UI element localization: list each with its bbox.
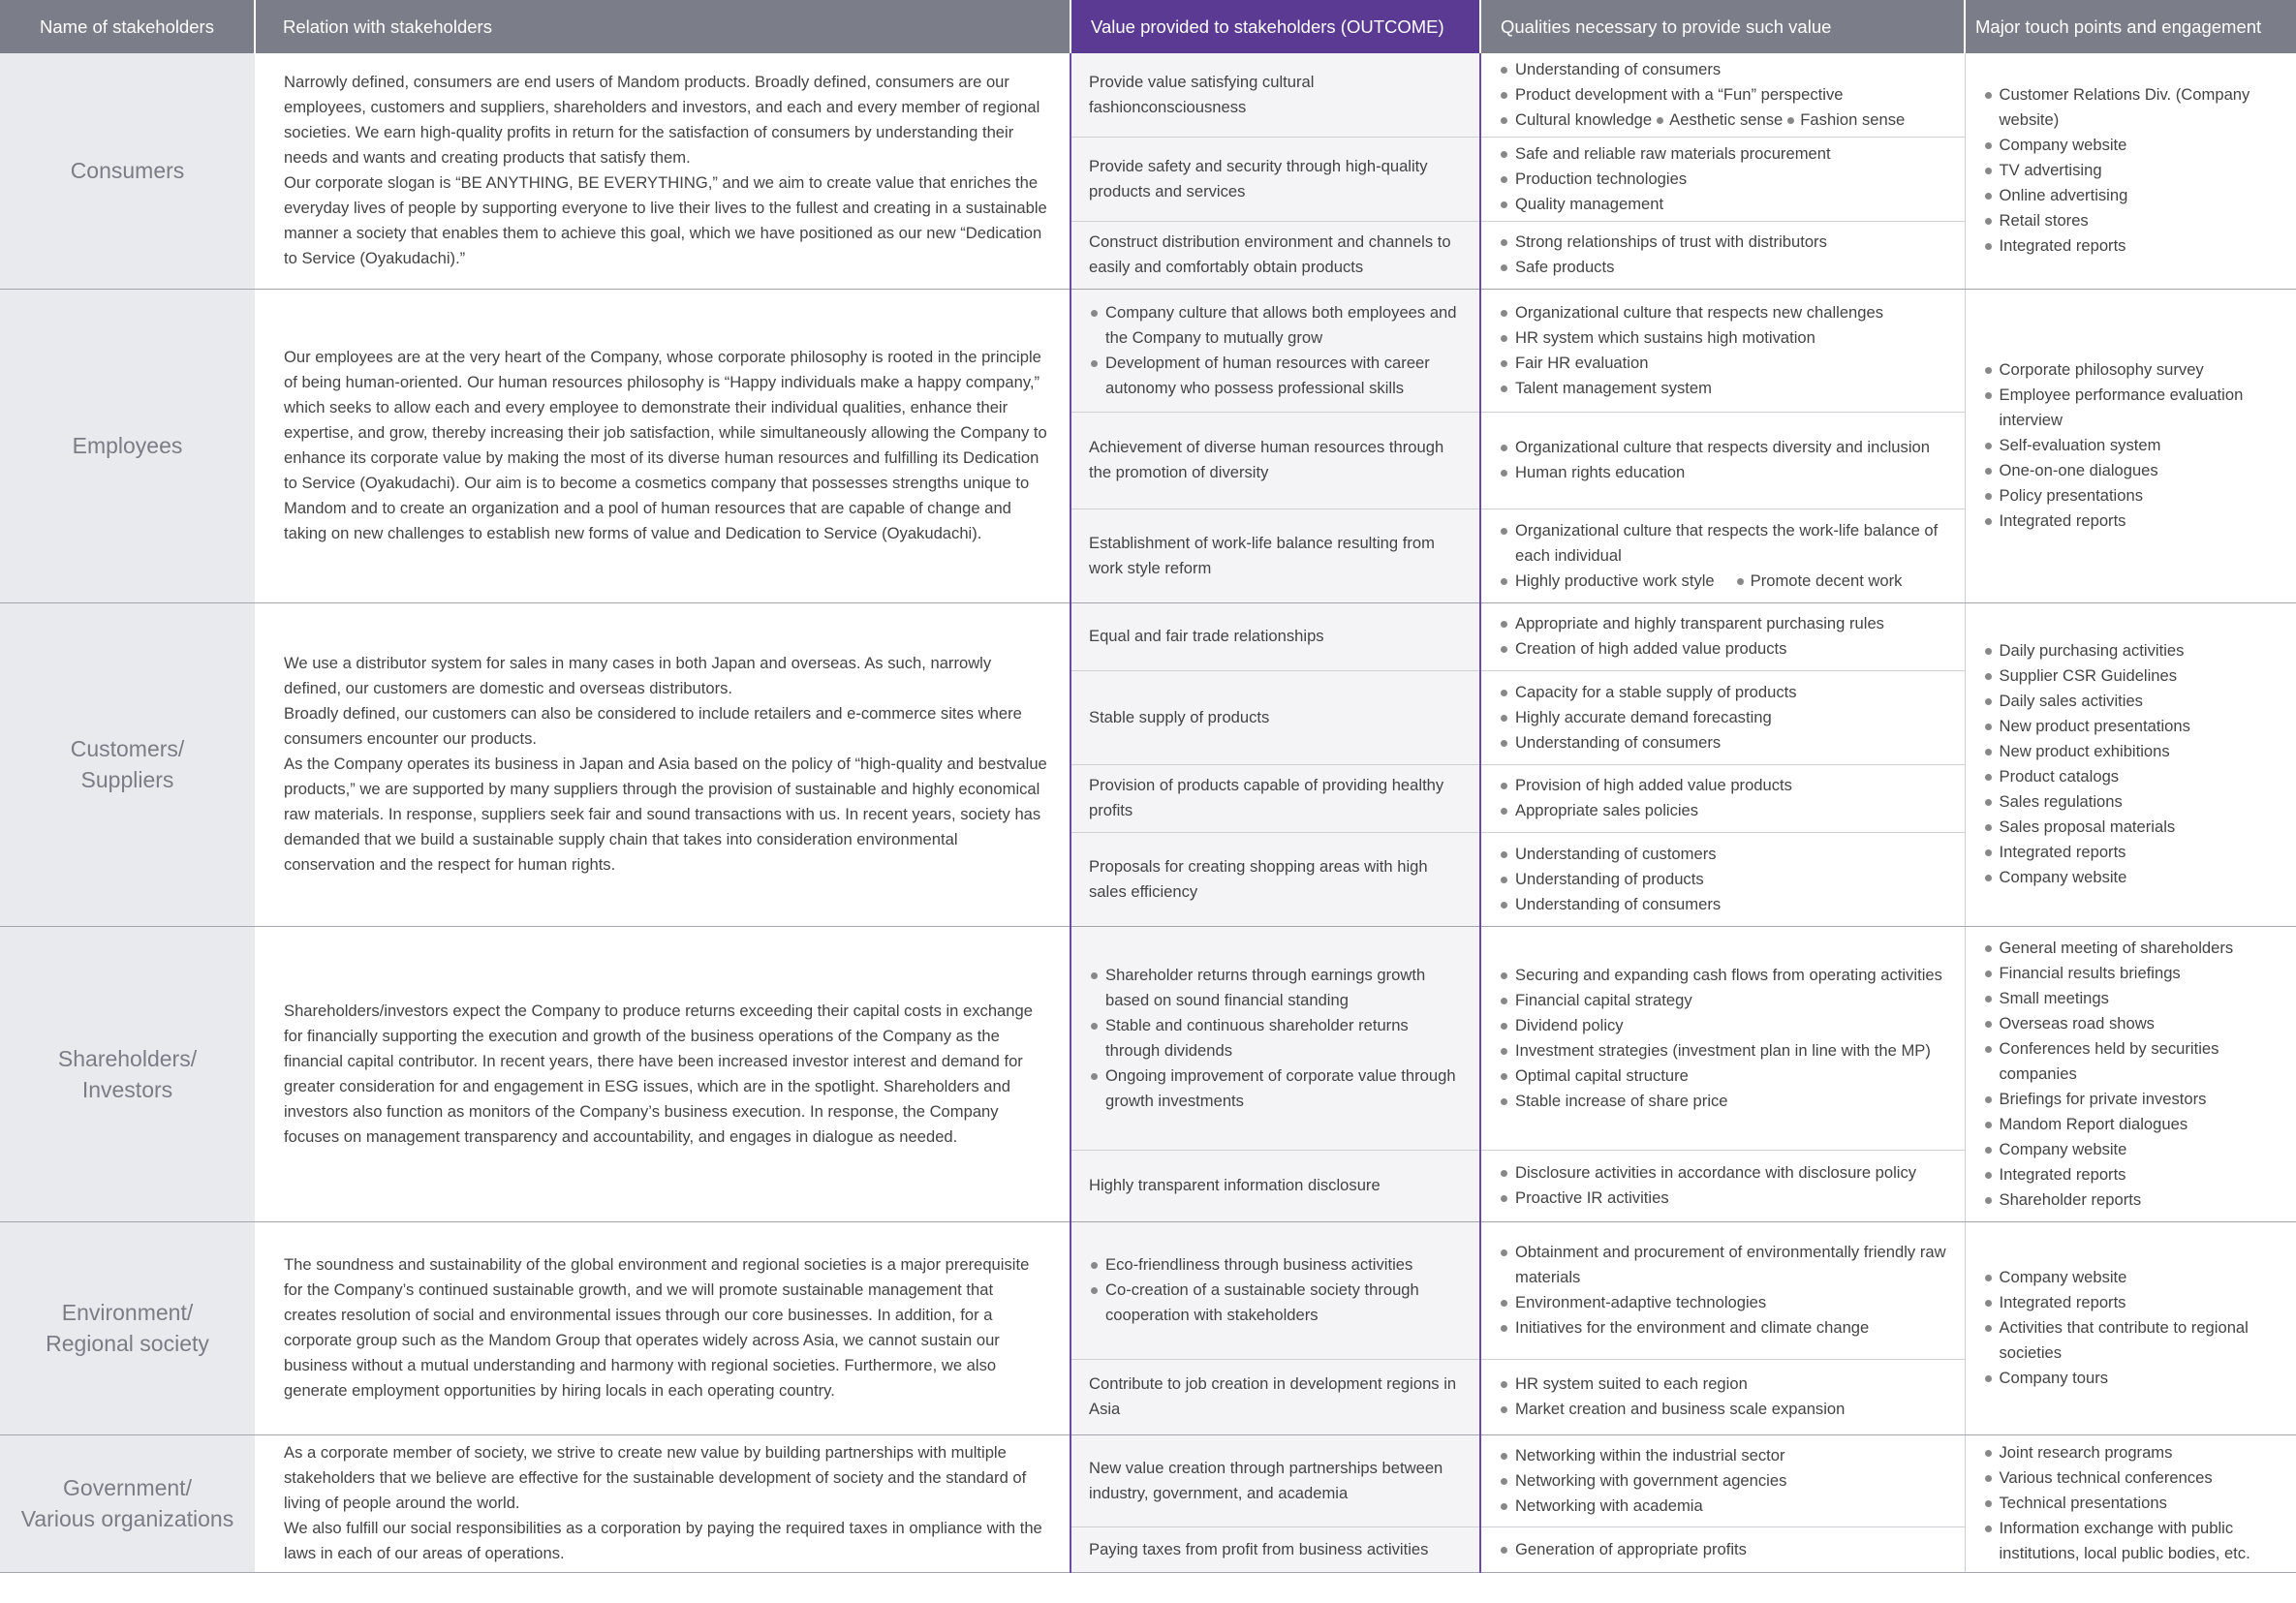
customers-row — [0, 602, 2296, 670]
list-item: New product presentations — [1983, 714, 2291, 739]
environment-qualities-2 — [1480, 1359, 1965, 1434]
shareholders-outcome-2: Highly transparent information disclosure — [1070, 1150, 1480, 1221]
list-item: Policy presentations — [1983, 483, 2291, 509]
list-item: Financial results briefings — [1983, 961, 2291, 986]
list-item: Safe and reliable raw materials procurement — [1499, 141, 1957, 167]
list-item: Stable and continuous shareholder returns through dividends — [1089, 1013, 1466, 1064]
consumers-touch-points — [1965, 53, 2296, 289]
list-item: Financial capital strategy — [1499, 988, 1957, 1013]
list-item: General meeting of shareholders — [1983, 936, 2291, 961]
list-item: Company tours — [1983, 1366, 2291, 1391]
shareholders-name-line-2: Investors — [81, 1076, 173, 1102]
list-item: Generation of appropriate profits — [1499, 1537, 1957, 1562]
list-item: Mandom Report dialogues — [1983, 1112, 2291, 1137]
list-item: Investment strategies (investment plan in line with the MP) — [1499, 1038, 1957, 1064]
list-item-inline: Promote decent work — [1736, 569, 1903, 594]
list-item: One-on-one dialogues — [1983, 458, 2291, 483]
list-item: Understanding of consumers — [1499, 57, 1957, 82]
customers-qualities-2 — [1480, 670, 1965, 764]
list-item: Product development with a “Fun” perspective — [1499, 82, 1957, 108]
environment-name — [0, 1221, 255, 1434]
list-item: Creation of high added value products — [1499, 636, 1957, 662]
consumers-qualities-1 — [1480, 53, 1965, 137]
list-item-text: Highly productive work style — [1515, 570, 1715, 590]
list-item-inline: Fashion sense — [1786, 108, 1905, 133]
government-relation-text: As a corporate member of society, we strive to create new value by building partnerships with multiple stakeholders that we believe are effective for the sustainable development of society and the standard of living of people around the world. We also fulfill our social responsibilities as a corporation by paying the required taxes in ompliance with the laws in each of our areas of operations. — [284, 1443, 1042, 1562]
list-item-text: Cultural knowledge — [1515, 109, 1653, 129]
shareholders-outcome-1 — [1070, 926, 1480, 1150]
list-item: Securing and expanding cash flows from operating activities — [1499, 963, 1957, 988]
list-item: HR system which sustains high motivation — [1499, 325, 1957, 351]
shareholders-qualities-1 — [1480, 926, 1965, 1150]
list-item: Initiatives for the environment and climate change — [1499, 1315, 1957, 1341]
list-item: Disclosure activities in accordance with disclosure policy — [1499, 1160, 1957, 1186]
list-item: Appropriate sales policies — [1499, 798, 1957, 823]
list-item: Human rights education — [1499, 460, 1957, 485]
consumers-relation-text: Narrowly defined, consumers are end users of Mandom products. Broadly defined, consumers are our employees, customers and suppliers, shareholders and investors, and each and every member of regional societies. We earn high-quality profits in return for the satisfaction of consumers by understanding their needs and wants and creating products that satisfy them. Our corporate slogan is “BE ANYTHING, BE EVERYTHING,” and we aim to create value that enriches the everyday lives of people by supporting everyone to live their lives to the fullest and creating in a sustainable manner a society that enables them to achieve this goal, which we have positioned as our new “Dedication to Service (Oyakudachi).” — [284, 73, 1047, 268]
list-item: Organizational culture that respects the work-life balance of each individual — [1499, 518, 1957, 569]
government-name-line-2: Various organizations — [20, 1506, 234, 1531]
consumers-outcome-3: Construct distribution environment and channels to easily and comfortably obtain products — [1070, 221, 1480, 289]
list-item: Highly accurate demand forecasting — [1499, 705, 1957, 730]
government-qualities-1 — [1480, 1434, 1965, 1526]
list-item: Online advertising — [1983, 183, 2291, 208]
employees-relation — [255, 289, 1070, 602]
header-outcome: Value provided to stakeholders (OUTCOME) — [1070, 0, 1480, 53]
environment-relation — [255, 1221, 1070, 1434]
list-item: Joint research programs — [1983, 1440, 2291, 1465]
list-item: Integrated reports — [1983, 1162, 2291, 1187]
header-name: Name of stakeholders — [0, 0, 255, 53]
list-item: Small meetings — [1983, 986, 2291, 1011]
customers-name-line-2: Suppliers — [80, 767, 174, 792]
list-item: Quality management — [1499, 192, 1957, 217]
list-item: Sales regulations — [1983, 789, 2291, 815]
list-item: Retail stores — [1983, 208, 2291, 233]
list-item: Fair HR evaluation — [1499, 351, 1957, 376]
government-name-line-1: Government/ — [63, 1475, 192, 1500]
shareholders-name-line-1: Shareholders/ — [57, 1045, 198, 1071]
list-item: Corporate philosophy survey — [1983, 357, 2291, 383]
list-item: Organizational culture that respects diversity and inclusion — [1499, 435, 1957, 460]
header-row — [0, 0, 2296, 53]
shareholders-relation — [255, 926, 1070, 1221]
customers-qualities-3 — [1480, 764, 1965, 832]
list-item-inline: Aesthetic sense — [1656, 108, 1783, 133]
list-item — [1499, 108, 1957, 133]
customers-outcome-3: Provision of products capable of providing healthy profits — [1070, 764, 1480, 832]
header-relation: Relation with stakeholders — [255, 0, 1070, 53]
consumers-name — [0, 53, 255, 289]
list-item: Company website — [1983, 1137, 2291, 1162]
list-item: HR system suited to each region — [1499, 1372, 1957, 1397]
list-item: Provision of high added value products — [1499, 773, 1957, 798]
list-item: Shareholder reports — [1983, 1187, 2291, 1213]
list-item: Proactive IR activities — [1499, 1186, 1957, 1211]
employees-qualities-2 — [1480, 412, 1965, 509]
list-item: New product exhibitions — [1983, 739, 2291, 764]
list-item: Co-creation of a sustainable society through cooperation with stakeholders — [1089, 1278, 1466, 1328]
list-item: Various technical conferences — [1983, 1465, 2291, 1491]
customers-outcome-1: Equal and fair trade relationships — [1070, 602, 1480, 670]
list-item: Market creation and business scale expansion — [1499, 1397, 1957, 1422]
shareholders-row — [0, 926, 2296, 1150]
list-item: TV advertising — [1983, 158, 2291, 183]
list-item: Stable increase of share price — [1499, 1089, 1957, 1114]
list-item: Conferences held by securities companies — [1983, 1036, 2291, 1087]
environment-outcome-2: Contribute to job creation in development regions in Asia — [1070, 1359, 1480, 1434]
employees-row — [0, 289, 2296, 412]
list-item: Sales proposal materials — [1983, 815, 2291, 840]
list-item: Appropriate and highly transparent purchasing rules — [1499, 611, 1957, 636]
shareholders-relation-text: Shareholders/investors expect the Company to produce returns exceeding their capital costs in exchange for financially supporting the execution and growth of the business operations of the Company as the financial capital contributor. In recent years, there have been increased investor interest and demand for greater consideration for and engagement in ESG issues, which are in the spotlight. Shareholders and investors also function as monitors of the Company’s business execution. In response, the Company focuses on management transparency and accountability, and engages in dialogue as needed. — [284, 1001, 1033, 1146]
list-item: Understanding of customers — [1499, 842, 1957, 867]
employees-qualities-1 — [1480, 289, 1965, 412]
consumers-relation — [255, 53, 1070, 289]
list-item: Dividend policy — [1499, 1013, 1957, 1038]
list-item: Networking with government agencies — [1499, 1468, 1957, 1494]
list-item: Overseas road shows — [1983, 1011, 2291, 1036]
government-name — [0, 1434, 255, 1572]
employees-name — [0, 289, 255, 602]
list-item: Employee performance evaluation interview — [1983, 383, 2291, 433]
list-item: Information exchange with public institutions, local public bodies, etc. — [1983, 1516, 2291, 1566]
list-item: Integrated reports — [1983, 840, 2291, 865]
header-qualities: Qualities necessary to provide such value — [1480, 0, 1965, 53]
government-outcome-2: Paying taxes from profit from business activities — [1070, 1526, 1480, 1572]
environment-name-line-2: Regional society — [46, 1331, 209, 1356]
environment-relation-text: The soundness and sustainability of the global environment and regional societies is a major prerequisite for the Company’s continued sustainable growth, and we will promote sustainable management that creates resolution of social and environmental issues through our core businesses. In addition, for a corporate group such as the Mandom Group that operates widely across Asia, we cannot sustain our business without a mutual understanding and harmony with regional societies. Furthermore, we also generate employment opportunities by hiring locals in each operating country. — [284, 1255, 1030, 1400]
list-item — [1499, 569, 1957, 594]
consumers-outcome-1: Provide value satisfying cultural fashionconsciousness — [1070, 53, 1480, 137]
shareholders-touch-points — [1965, 926, 2296, 1221]
list-item: Shareholder returns through earnings growth based on sound financial standing — [1089, 963, 1466, 1013]
list-item: Organizational culture that respects new challenges — [1499, 300, 1957, 325]
list-item: Strong relationships of trust with distributors — [1499, 230, 1957, 255]
list-item: Networking with academia — [1499, 1494, 1957, 1519]
employees-outcome-3: Establishment of work-life balance resulting from work style reform — [1070, 509, 1480, 602]
environment-name-line-1: Environment/ — [61, 1300, 194, 1325]
customers-name-line-1: Customers/ — [70, 736, 185, 761]
list-item: Optimal capital structure — [1499, 1064, 1957, 1089]
environment-row — [0, 1221, 2296, 1359]
list-item: Company website — [1983, 133, 2291, 158]
consumers-name-text: Consumers — [70, 158, 185, 184]
list-item: Activities that contribute to regional societies — [1983, 1315, 2291, 1366]
customers-relation — [255, 602, 1070, 926]
shareholders-name — [0, 926, 255, 1221]
list-item: Obtainment and procurement of environmentally friendly raw materials — [1499, 1240, 1957, 1290]
consumers-row — [0, 53, 2296, 137]
employees-outcome-2: Achievement of diverse human resources through the promotion of diversity — [1070, 412, 1480, 509]
employees-touch-points — [1965, 289, 2296, 602]
list-item: Technical presentations — [1983, 1491, 2291, 1516]
consumers-outcome-2: Provide safety and security through high-quality products and services — [1070, 137, 1480, 221]
consumers-qualities-3 — [1480, 221, 1965, 289]
customers-outcome-2: Stable supply of products — [1070, 670, 1480, 764]
shareholders-qualities-2 — [1480, 1150, 1965, 1221]
list-item: Customer Relations Div. (Company website) — [1983, 82, 2291, 133]
list-item: Self-evaluation system — [1983, 433, 2291, 458]
customers-touch-points — [1965, 602, 2296, 926]
government-touch-points — [1965, 1434, 2296, 1572]
environment-outcome-1 — [1070, 1221, 1480, 1359]
employees-outcome-1 — [1070, 289, 1480, 412]
environment-touch-points — [1965, 1221, 2296, 1434]
employees-qualities-3 — [1480, 509, 1965, 602]
list-item: Understanding of consumers — [1499, 730, 1957, 755]
list-item: Understanding of consumers — [1499, 892, 1957, 917]
environment-qualities-1 — [1480, 1221, 1965, 1359]
list-item: Company website — [1983, 1265, 2291, 1290]
list-item: Product catalogs — [1983, 764, 2291, 789]
list-item: Production technologies — [1499, 167, 1957, 192]
government-qualities-2 — [1480, 1526, 1965, 1572]
list-item: Daily purchasing activities — [1983, 638, 2291, 663]
employees-name-text: Employees — [72, 433, 183, 458]
list-item: Networking within the industrial sector — [1499, 1443, 1957, 1468]
customers-name — [0, 602, 255, 926]
government-relation — [255, 1434, 1070, 1572]
government-outcome-1: New value creation through partnerships between industry, government, and academia — [1070, 1434, 1480, 1526]
list-item: Safe products — [1499, 255, 1957, 280]
customers-qualities-4 — [1480, 832, 1965, 926]
list-item: Integrated reports — [1983, 233, 2291, 259]
list-item: Company culture that allows both employees and the Company to mutually grow — [1089, 300, 1466, 351]
list-item: Understanding of products — [1499, 867, 1957, 892]
list-item: Development of human resources with career autonomy who possess professional skills — [1089, 351, 1466, 401]
list-item: Eco-friendliness through business activities — [1089, 1252, 1466, 1278]
list-item: Daily sales activities — [1983, 689, 2291, 714]
consumers-qualities-2 — [1480, 137, 1965, 221]
customers-outcome-4: Proposals for creating shopping areas with high sales efficiency — [1070, 832, 1480, 926]
government-row — [0, 1434, 2296, 1526]
customers-relation-text: We use a distributor system for sales in many cases in both Japan and overseas. As such, narrowly defined, our customers are domestic and overseas distributors. Broadly defined, our customers can also be considered to include retailers and e-commerce sites where consumers encounter our products. As the Company operates its business in Japan and Asia based on the policy of “high-quality and bestvalue products,” we are supported by many suppliers through the provision of sustainable and highly economical raw materials. In response, suppliers seek fair and sound transactions with us. In recent years, society has demanded that we build a sustainable supply chain that takes into consideration environmental conservation and the respect for human rights. — [284, 654, 1047, 874]
list-item: Ongoing improvement of corporate value through growth investments — [1089, 1064, 1466, 1114]
header-touch-points: Major touch points and engagement — [1965, 0, 2296, 53]
list-item: Capacity for a stable supply of products — [1499, 680, 1957, 705]
list-item: Environment-adaptive technologies — [1499, 1290, 1957, 1315]
list-item: Company website — [1983, 865, 2291, 890]
list-item: Talent management system — [1499, 376, 1957, 401]
list-item: Integrated reports — [1983, 509, 2291, 534]
list-item: Briefings for private investors — [1983, 1087, 2291, 1112]
customers-qualities-1 — [1480, 602, 1965, 670]
list-item: Supplier CSR Guidelines — [1983, 663, 2291, 689]
employees-relation-text: Our employees are at the very heart of the Company, whose corporate philosophy is rooted in the principle of being human-oriented. Our human resources philosophy is “Happy individuals make a happy company,” which seeks to allow each and every employee to demonstrate their individual qualities, enhance their expertise, and grow, thereby increasing their job satisfaction, while simultaneously allowing the Company to enhance its corporate value by making the most of its diverse human resources and fulfilling its Dedication to Service (Oyakudachi). Our aim is to become a cosmetics company that possesses strengths unique to Mandom and to create an organization and a pool of human resources that are capable of change and taking on new challenges to establish new forms of value and Dedication to Service (Oyakudachi). — [284, 348, 1047, 542]
list-item: Integrated reports — [1983, 1290, 2291, 1315]
